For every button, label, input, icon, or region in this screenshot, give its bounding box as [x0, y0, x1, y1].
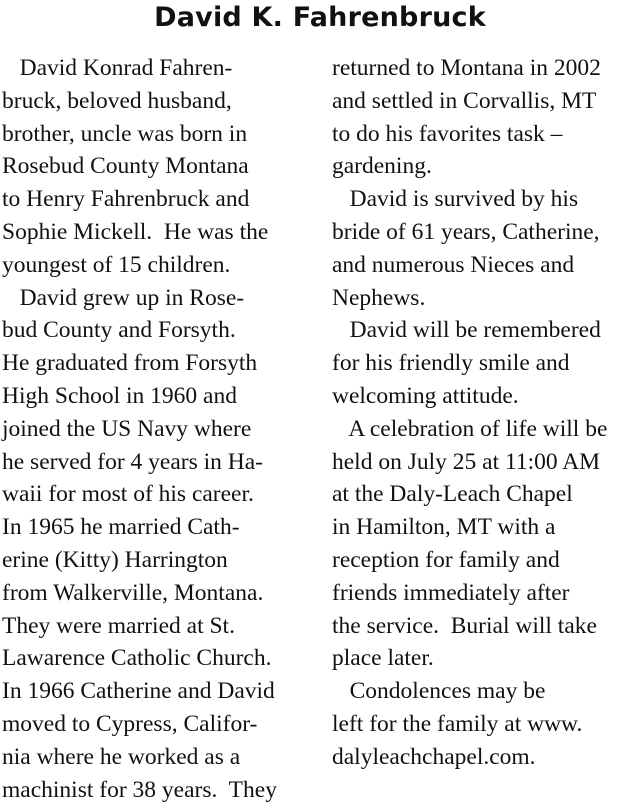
- text-line: High School in 1960 and: [2, 382, 237, 409]
- text-line: in Hamilton, MT with a: [332, 514, 556, 541]
- text-line: from Walkerville, Montana.: [2, 579, 264, 606]
- text-line: held on July 25 at 11:00 AM: [332, 448, 601, 475]
- left-column: [2, 52, 322, 806]
- text-line: brother, uncle was born in: [2, 120, 248, 147]
- text-line: He graduated from Forsyth: [2, 350, 258, 377]
- text-line: In 1966 Catherine and David: [2, 678, 275, 705]
- text-line: Sophie Mickell. He was the: [2, 218, 269, 245]
- text-line: In 1965 he married Cath-: [2, 514, 240, 541]
- obituary-title: David K. Fahrenbruck: [154, 2, 486, 33]
- text-line: gardening.: [332, 153, 432, 180]
- text-line: nia where he worked as a: [2, 743, 241, 770]
- text-line: They were married at St.: [2, 612, 235, 639]
- text-line: moved to Cypress, Califor-: [2, 710, 258, 737]
- text-line: Nephews.: [332, 284, 426, 311]
- text-line: to Henry Fahrenbruck and: [2, 186, 250, 213]
- text-line: bruck, beloved husband,: [2, 87, 232, 114]
- text-line: A celebration of life will be: [332, 415, 608, 442]
- text-line: youngest of 15 children.: [2, 251, 231, 278]
- text-line: Rosebud County Montana: [2, 153, 249, 180]
- text-line: waii for most of his career.: [2, 481, 254, 508]
- text-line: bride of 61 years, Catherine,: [332, 218, 600, 245]
- text-line: David Konrad Fahren-: [2, 55, 233, 81]
- right-column: [332, 52, 640, 774]
- text-line: at the Daly-Leach Chapel: [332, 481, 573, 508]
- text-line: reception for family and: [332, 546, 560, 573]
- text-line: welcoming attitude.: [332, 382, 519, 409]
- text-line: friends immediately after: [332, 579, 570, 606]
- text-line: the service. Burial will take: [332, 612, 597, 639]
- text-line: dalyleachchapel.com.: [332, 743, 536, 770]
- text-line: place later.: [332, 645, 434, 672]
- text-line: joined the US Navy where: [2, 415, 252, 442]
- text-line: for his friendly smile and: [332, 350, 570, 377]
- text-line: David grew up in Rose-: [2, 284, 245, 311]
- text-line: machinist for 38 years. They: [2, 776, 277, 803]
- text-line: returned to Montana in 2002: [332, 55, 601, 81]
- text-line: David will be remembered: [332, 317, 601, 344]
- text-line: Condolences may be: [332, 678, 546, 705]
- text-line: to do his favorites task –: [332, 120, 563, 147]
- text-line: David is survived by his: [332, 186, 579, 213]
- text-line: erine (Kitty) Harrington: [2, 546, 228, 573]
- text-line: left for the family at www.: [332, 710, 583, 737]
- text-line: and settled in Corvallis, MT: [332, 87, 597, 114]
- text-line: he served for 4 years in Ha-: [2, 448, 264, 475]
- text-line: and numerous Nieces and: [332, 251, 575, 278]
- text-line: bud County and Forsyth.: [2, 317, 236, 344]
- text-line: Lawarence Catholic Church.: [2, 645, 272, 672]
